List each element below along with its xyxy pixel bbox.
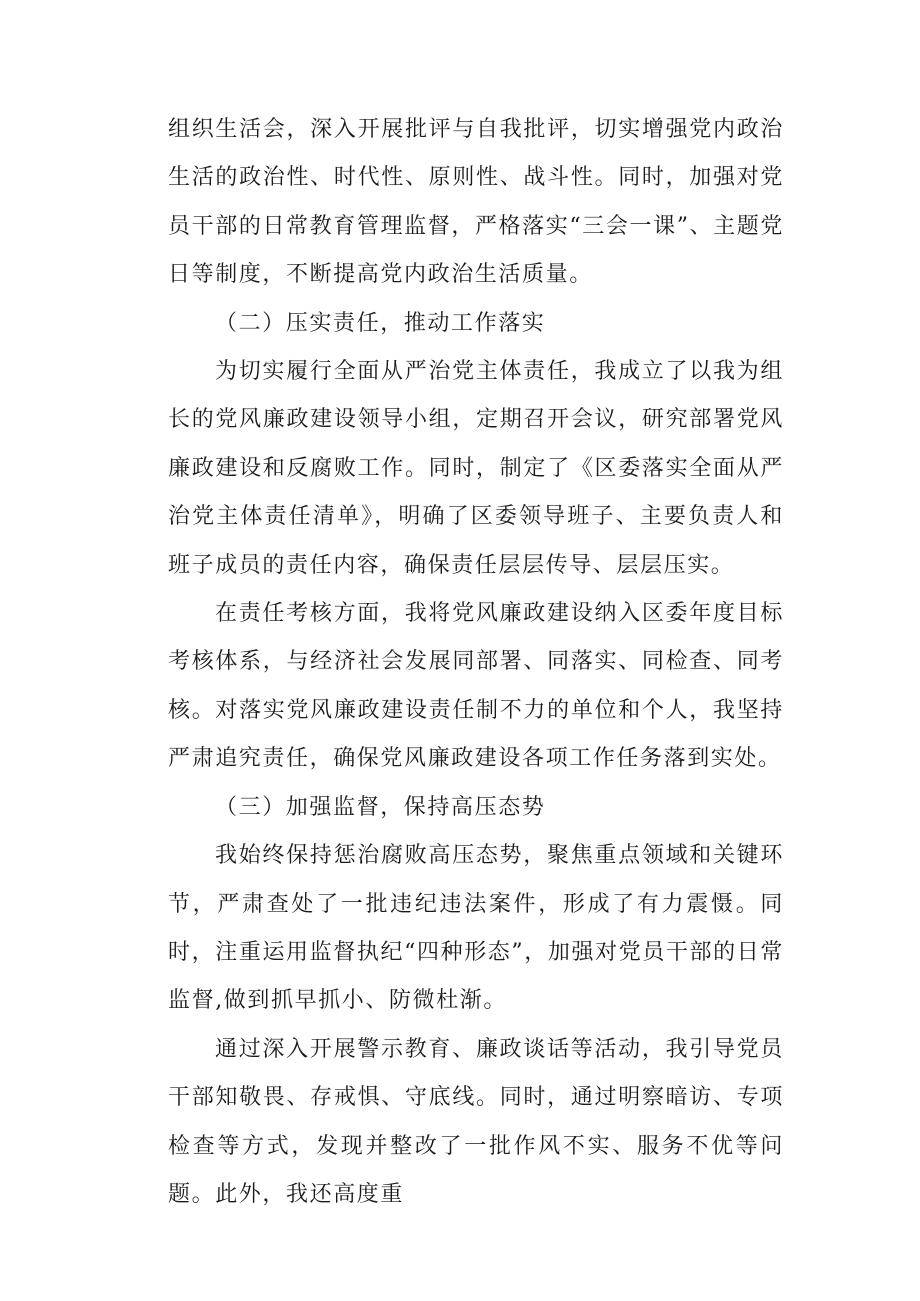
- paragraph-continued: 组织生活会，深入开展批评与自我批评，切实增强党内政治生活的政治性、时代性、原则性、战斗性。同时，加强对党员干部的日常教育管理监督，严格落实“三会一课”、主题党日等制度，不断提高党内政治生活质量。: [168, 117, 784, 288]
- section-heading-three: （三）加强监督，保持高压态势: [215, 794, 546, 820]
- paragraph-supervision: 我始终保持惩治腐败高压态势，聚焦重点领域和关键环节，严肃查处了一批违纪违法案件，形成了有力震慑。同时，注重运用监督执纪“四种形态”，加强对党员干部的日常监督,做到抓早抓小、防微杜渐。: [168, 843, 784, 1014]
- paragraph-education: 通过深入开展警示教育、廉政谈话等活动，我引导党员干部知敬畏、存戒惧、守底线。同时，通过明察暗访、专项检查等方式，发现并整改了一批作风不实、服务不优等问题。此外，我还高度重: [168, 1036, 784, 1207]
- section-heading-two: （二）压实责任，推动工作落实: [215, 310, 546, 336]
- paragraph-responsibility: 为切实履行全面从严治党主体责任，我成立了以我为组长的党风廉政建设领导小组，定期召开会议，研究部署党风廉政建设和反腐败工作。同时，制定了《区委落实全面从严治党主体责任清单》，明确了区委领导班子、主要负责人和班子成员的责任内容，确保责任层层传导、层层压实。: [168, 359, 784, 578]
- document-body: [168, 106, 784, 1219]
- paragraph-assessment: 在责任考核方面，我将党风廉政建设纳入区委年度目标考核体系，与经济社会发展同部署、同落实、同检查、同考核。对落实党风廉政建设责任制不力的单位和个人，我坚持严肃追究责任，确保党风廉政建设各项工作任务落到实处。: [168, 601, 784, 772]
